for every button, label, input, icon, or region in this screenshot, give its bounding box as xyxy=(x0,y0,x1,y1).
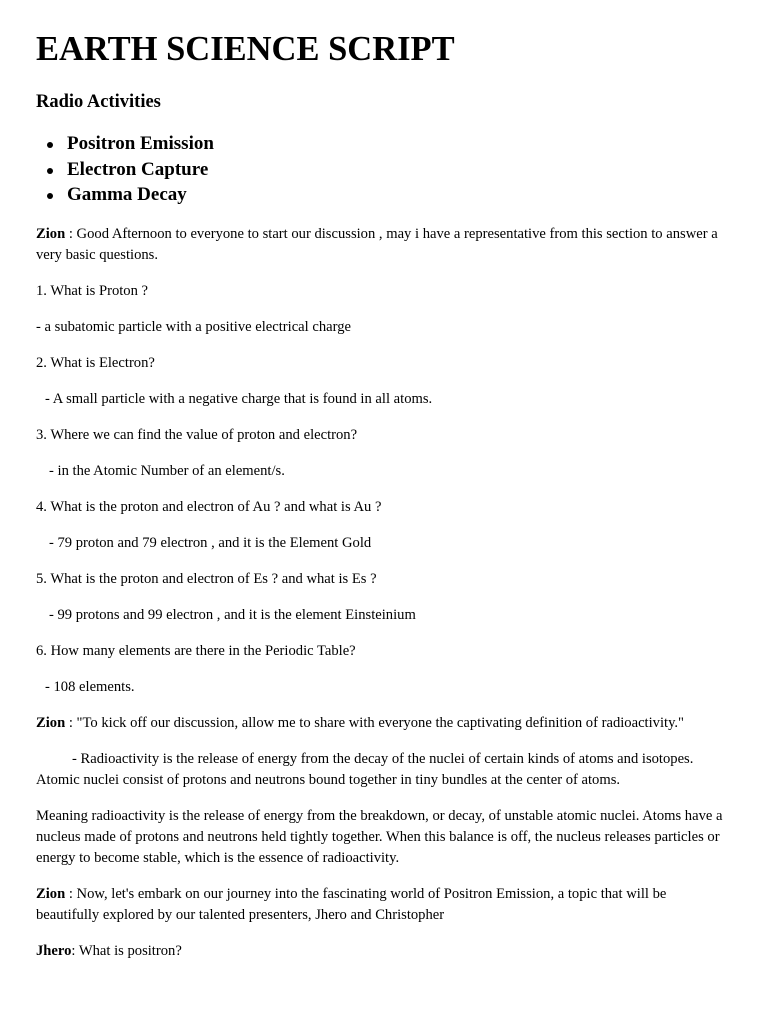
question-line: 4. What is the proton and electron of Au ? and what is Au ? xyxy=(36,499,382,515)
dialogue-text: : What is positron? xyxy=(71,943,182,959)
script-body xyxy=(36,224,732,977)
question-line: 2. What is Electron? xyxy=(36,355,155,371)
definition-text: - Radioactivity is the release of energy from the decay of the nuclei of certain kinds of atoms and isotopes. Atomic nuclei consist of protons and neutrons bound together in tiny bundles at the center of atoms. xyxy=(36,751,694,788)
question-line: 6. How many elements are there in the Periodic Table? xyxy=(36,643,356,659)
answer-line: - A small particle with a negative charge that is found in all atoms. xyxy=(45,391,433,407)
dialogue-text: : Now, let's embark on our journey into the fascinating world of Positron Emission, a topic that will be beautifully explored by our talented presenters, Jhero and Christopher xyxy=(36,886,667,923)
answer-line: - a subatomic particle with a positive electrical charge xyxy=(36,319,351,335)
dialogue-text: : "To kick off our discussion, allow me to share with everyone the captivating definition of radioactivity." xyxy=(65,715,685,731)
topic-item: Electron Capture xyxy=(36,157,214,183)
topic-list xyxy=(36,131,214,208)
section-heading: Radio Activities xyxy=(36,92,161,112)
script-paragraph xyxy=(36,941,732,962)
question-line: 3. Where we can find the value of proton and electron? xyxy=(36,427,358,443)
script-paragraph xyxy=(36,713,732,734)
script-paragraph xyxy=(36,884,732,926)
definition-paragraph xyxy=(36,749,732,791)
answer-line: - 79 proton and 79 electron , and it is the Element Gold xyxy=(49,535,372,551)
document-title: EARTH SCIENCE SCRIPT xyxy=(36,30,455,68)
question-line: 5. What is the proton and electron of Es ? and what is Es ? xyxy=(36,571,377,587)
answer-line: - in the Atomic Number of an element/s. xyxy=(49,463,285,479)
answer-line: - 99 protons and 99 electron , and it is the element Einsteinium xyxy=(49,607,416,623)
question-line: 1. What is Proton ? xyxy=(36,283,149,299)
topic-item: Positron Emission xyxy=(36,131,214,157)
topic-item: Gamma Decay xyxy=(36,182,214,208)
speaker-name: Zion xyxy=(36,226,66,242)
answer-line: - 108 elements. xyxy=(45,679,135,695)
speaker-name: Jhero xyxy=(36,943,72,959)
explanation-paragraph: Meaning radioactivity is the release of energy from the breakdown, or decay, of unstable atomic nuclei. Atoms have a nucleus made of protons and neutrons held tightly together. When this balance is off, the nucleus releases particles or energy to become stable, which is the essence of radioactivity. xyxy=(36,808,723,866)
dialogue-text: : Good Afternoon to everyone to start our discussion , may i have a representative from this section to answer a very basic questions. xyxy=(36,226,718,263)
speaker-name: Zion xyxy=(36,886,66,902)
script-paragraph xyxy=(36,224,732,266)
speaker-name: Zion xyxy=(36,715,66,731)
